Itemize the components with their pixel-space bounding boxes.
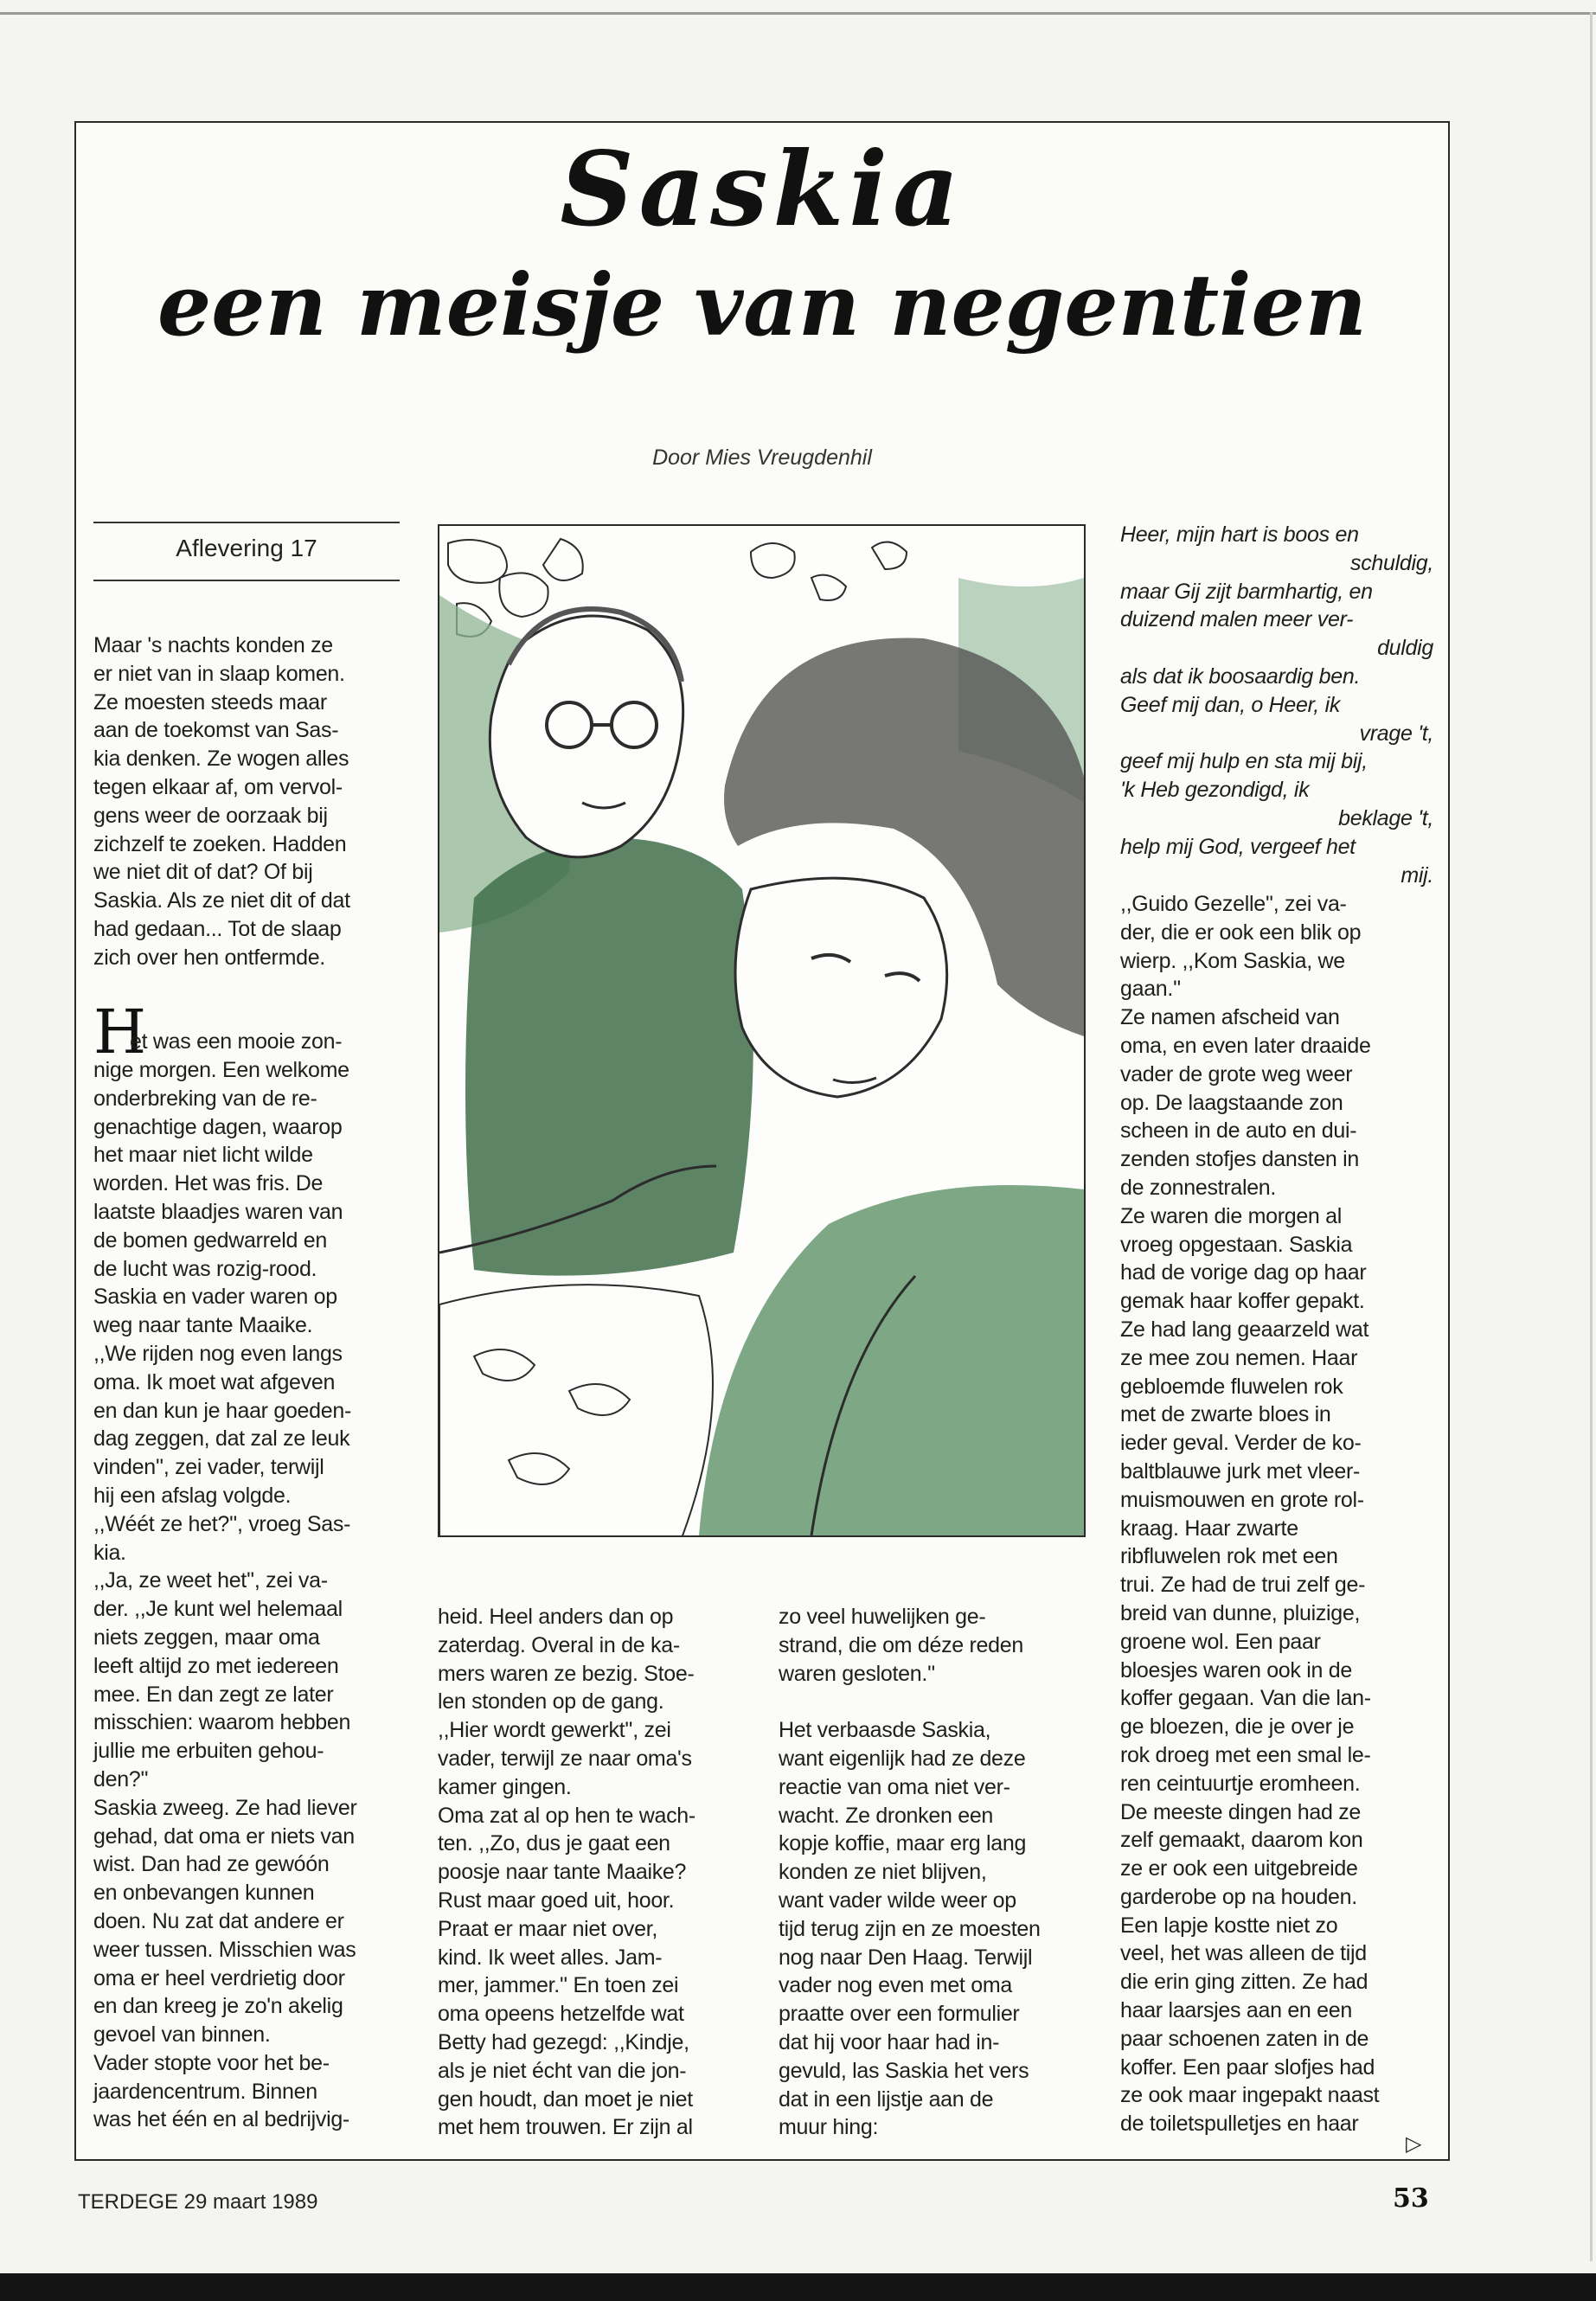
- text-line: ,,Guido Gezelle'', zei va-: [1120, 892, 1347, 916]
- episode-rule-top: [93, 522, 400, 523]
- text-line: geef mij hulp en sta mij bij,: [1120, 749, 1368, 774]
- text-line: genachtige dagen, waarop: [93, 1114, 343, 1139]
- text-line: oma. Ik moet wat afgeven: [93, 1369, 336, 1394]
- text-line: ,,Ja, ze weet het'', zei va-: [93, 1568, 328, 1593]
- text-line: leeft altijd zo met iedereen: [93, 1653, 339, 1678]
- text-line: vrage 't,: [1359, 721, 1433, 746]
- text-line: ze mee zou nemen. Haar: [1120, 1345, 1358, 1370]
- text-line: beklage 't,: [1338, 805, 1433, 830]
- text-line: en dan kreeg je zo'n akelig: [93, 1994, 343, 2019]
- text-line: Heer, mijn hart is boos en: [1120, 522, 1359, 547]
- text-line: kopje koffie, maar erg lang: [779, 1831, 1027, 1856]
- text-line: mij.: [1401, 862, 1433, 888]
- text-line: reactie van oma niet ver-: [779, 1774, 1010, 1799]
- text-line: want eigenlijk had ze deze: [779, 1746, 1026, 1771]
- text-line: worden. Het was fris. De: [93, 1171, 324, 1196]
- text-line: hij een afslag volgde.: [93, 1483, 292, 1508]
- text-line: Ze waren die morgen al: [1120, 1203, 1343, 1228]
- text-line: Saskia zweeg. Ze had liever: [93, 1795, 357, 1820]
- text-line: zichzelf te zoeken. Hadden: [93, 831, 347, 856]
- drop-cap: H: [93, 997, 147, 1067]
- text-line: 'k Heb gezondigd, ik: [1120, 778, 1310, 803]
- text-line: zenden stofjes dansten in: [1120, 1147, 1360, 1172]
- page-edge-right: [1590, 12, 1593, 2261]
- text-line: help mij God, vergeef het: [1120, 834, 1356, 859]
- text-line: garderobe op na houden.: [1120, 1884, 1357, 1909]
- page-edge-top: [0, 12, 1596, 15]
- text-line: gevuld, las Saskia het vers: [779, 2058, 1029, 2083]
- text-line: gen houdt, dan moet je niet: [438, 2086, 693, 2112]
- text-line: zo veel huwelijken ge-: [779, 1605, 986, 1629]
- text-line: gens weer de oorzaak bij: [93, 803, 328, 828]
- text-line: kind. Ik weet alles. Jam-: [438, 1945, 663, 1970]
- text-line: ,,Hier wordt gewerkt'', zei: [438, 1718, 671, 1743]
- text-line: Praat er maar niet over,: [438, 1916, 658, 1941]
- text-line: gebloemde fluwelen rok: [1120, 1374, 1343, 1399]
- text-line: tijd terug zijn en ze moesten: [779, 1916, 1041, 1941]
- text-line: dat hij voor haar had in-: [779, 2029, 1000, 2054]
- text-line: heid. Heel anders dan op: [438, 1605, 674, 1629]
- column-1: [93, 1056, 357, 2134]
- text-line: Ze had lang geaarzeld wat: [1120, 1317, 1369, 1342]
- text-line: koffer. Een paar slofjes had: [1120, 2054, 1375, 2080]
- text-line: gehad, dat oma er niets van: [93, 1823, 355, 1849]
- text-line: met de zwarte bloes in: [1120, 1402, 1331, 1427]
- text-line: gemak haar koffer gepakt.: [1120, 1289, 1365, 1314]
- text-line: Saskia en vader waren op: [93, 1285, 337, 1310]
- text-line: vroeg opgestaan. Saskia: [1120, 1232, 1353, 1257]
- text-line: konden ze niet blijven,: [779, 1860, 987, 1885]
- text-line: muur hing:: [779, 2115, 879, 2140]
- text-line: ,,Wéét ze het?'', vroeg Sas-: [93, 1511, 351, 1536]
- text-line: ieder geval. Verder de ko-: [1120, 1431, 1362, 1456]
- text-line: Saskia. Als ze niet dit of dat: [93, 888, 350, 913]
- text-line: vader nog even met oma: [779, 1973, 1012, 1998]
- text-line: de toiletspulletjes en haar: [1120, 2112, 1359, 2137]
- text-line: poosje naar tante Maaike?: [438, 1860, 687, 1885]
- article-subtitle: een meisje van negentien: [157, 256, 1368, 356]
- text-line: maar Gij zijt barmhartig, en: [1120, 579, 1373, 604]
- column-3: [779, 1603, 1041, 2142]
- episode-label: Aflevering 17: [176, 535, 317, 561]
- text-line: onderbreking van de re-: [93, 1086, 317, 1111]
- text-line: Ze moesten steeds maar: [93, 689, 327, 715]
- text-line: [779, 1688, 1041, 1716]
- text-line: dag zeggen, dat zal ze leuk: [93, 1426, 350, 1452]
- text-line: dat in een lijstje aan de: [779, 2086, 994, 2112]
- text-line: gevoel van binnen.: [93, 2022, 271, 2048]
- text-line: ,,We rijden nog even langs: [93, 1341, 343, 1366]
- text-line: rok droeg met een smal le-: [1120, 1742, 1371, 1767]
- text-line: vinden'', zei vader, terwijl: [93, 1455, 324, 1480]
- text-line: mers waren ze bezig. Stoe-: [438, 1661, 695, 1686]
- text-line: Een lapje kostte niet zo: [1120, 1913, 1338, 1938]
- text-line: Rust maar goed uit, hoor.: [438, 1888, 675, 1913]
- text-line: wierp. ,,Kom Saskia, we: [1120, 948, 1345, 973]
- text-line: niets zeggen, maar oma: [93, 1625, 320, 1650]
- text-line: ten. ,,Zo, dus je gaat een: [438, 1831, 670, 1856]
- text-line: oma, en even later draaide: [1120, 1033, 1371, 1058]
- text-line: groene wol. Een paar: [1120, 1629, 1321, 1654]
- text-line: er niet van in slaap komen.: [93, 661, 345, 686]
- text-line: jaardencentrum. Binnen: [93, 2079, 317, 2104]
- page-edge-bottom: [0, 2273, 1596, 2301]
- text-line: schuldig,: [1350, 550, 1433, 575]
- text-line: haar laarsjes aan en een: [1120, 1998, 1352, 2023]
- text-line: de bomen gedwarreld en: [93, 1227, 327, 1253]
- footer-publication: TERDEGE 29 maart 1989: [78, 2190, 318, 2214]
- text-line: nige morgen. Een welkome: [93, 1058, 349, 1082]
- text-line: trui. Ze had de trui zelf ge-: [1120, 1573, 1366, 1598]
- intro-paragraph: [93, 631, 350, 972]
- text-line: mer, jammer.'' En toen zei: [438, 1973, 679, 1998]
- text-line: strand, die om déze reden: [779, 1632, 1023, 1657]
- page-number: 53: [1393, 2183, 1429, 2214]
- text-line: vader, terwijl ze naar oma's: [438, 1746, 692, 1771]
- text-line: ze ook maar ingepakt naast: [1120, 2083, 1380, 2108]
- text-line: kamer gingen.: [438, 1774, 572, 1799]
- article-title: Saskia: [560, 129, 965, 249]
- text-line: Betty had gezegd: ,,Kindje,: [438, 2029, 689, 2054]
- text-line: nog naar Den Haag. Terwijl: [779, 1945, 1033, 1970]
- text-line: met hem trouwen. Er zijn al: [438, 2115, 693, 2140]
- col1-first-line: [130, 1028, 342, 1056]
- text-line: als je niet écht van die jon-: [438, 2058, 687, 2083]
- text-line: Maar 's nachts konden ze: [93, 633, 333, 657]
- text-line: zaterdag. Overal in de ka-: [438, 1632, 680, 1657]
- text-line: scheen in de auto en dui-: [1120, 1118, 1357, 1144]
- text-line: we niet dit of dat? Of bij: [93, 860, 313, 885]
- text-line: muismouwen en grote rol-: [1120, 1487, 1364, 1512]
- text-line: kia denken. Ze wogen alles: [93, 747, 349, 772]
- text-line: zelf gemaakt, daarom kon: [1120, 1828, 1363, 1853]
- text-line: ren ceintuurtje eromheen.: [1120, 1771, 1361, 1796]
- text-line: Het verbaasde Saskia,: [779, 1718, 991, 1743]
- byline: Door Mies Vreugdenhil: [652, 445, 872, 470]
- text-line: Vader stopte voor het be-: [93, 2050, 330, 2075]
- text-line: len stonden op de gang.: [438, 1689, 664, 1715]
- text-line: vader de grote weg weer: [1120, 1061, 1353, 1086]
- text-line: jullie me erbuiten gehou-: [93, 1739, 324, 1764]
- column-2: [438, 1603, 695, 2142]
- illustration-drawing: [439, 526, 1084, 1535]
- triangle-right-icon: ▷: [1406, 2132, 1422, 2156]
- text-line: baltblauwe jurk met vleer-: [1120, 1458, 1361, 1484]
- text-line: en dan kun je haar goeden-: [93, 1398, 351, 1423]
- text-line: veel, het was alleen de tijd: [1120, 1941, 1367, 1966]
- text-line: die erin ging zitten. Ze had: [1120, 1970, 1368, 1995]
- text-line: duldig: [1377, 636, 1433, 661]
- text-line: op. De laagstaande zon: [1120, 1090, 1343, 1115]
- episode-rule-bottom: [93, 580, 400, 581]
- text-line: en onbevangen kunnen: [93, 1881, 315, 1906]
- text-line: wist. Dan had ze gewóón: [93, 1852, 330, 1877]
- text-line: Ze namen afscheid van: [1120, 1005, 1340, 1030]
- text-line: tegen elkaar af, om vervol-: [93, 774, 343, 799]
- text-line: kraag. Haar zwarte: [1120, 1516, 1298, 1541]
- text-line: oma opeens hetzelfde wat: [438, 2002, 684, 2027]
- text-line: oma er heel verdrietig door: [93, 1965, 345, 1990]
- text-line: doen. Nu zat dat andere er: [93, 1908, 344, 1933]
- text-line: de lucht was rozig-rood.: [93, 1256, 317, 1281]
- text-line: als dat ik boosaardig ben.: [1120, 663, 1361, 689]
- text-line: koffer gegaan. Van die lan-: [1120, 1686, 1371, 1711]
- text-line: Oma zat al op hen te wach-: [438, 1803, 695, 1828]
- text-line: der. ,,Je kunt wel helemaal: [93, 1597, 343, 1622]
- text-line: praatte over een formulier: [779, 2002, 1020, 2027]
- text-line: weg naar tante Maaike.: [93, 1313, 313, 1338]
- text-line: weer tussen. Misschien was: [93, 1937, 356, 1962]
- text-line: misschien: waarom hebben: [93, 1710, 351, 1735]
- text-line: der, die er ook een blik op: [1120, 920, 1362, 945]
- text-line: De meeste dingen had ze: [1120, 1799, 1362, 1824]
- text-line: het maar niet licht wilde: [93, 1143, 313, 1168]
- text-line: et was een mooie zon-: [130, 1029, 343, 1054]
- text-line: duizend malen meer ver-: [1120, 607, 1354, 632]
- text-line: zich over hen ontfermde.: [93, 945, 325, 970]
- column-4: [1120, 890, 1379, 2138]
- text-line: ge bloezen, die je over je: [1120, 1715, 1355, 1740]
- text-line: breid van dunne, pluizige,: [1120, 1600, 1361, 1625]
- text-line: ribfluwelen rok met een: [1120, 1544, 1338, 1569]
- text-line: ze er ook een uitgebreide: [1120, 1856, 1358, 1881]
- text-line: bloesjes waren ook in de: [1120, 1657, 1352, 1682]
- text-line: laatste blaadjes waren van: [93, 1199, 343, 1224]
- text-line: mee. En dan zegt ze later: [93, 1682, 334, 1707]
- text-line: was het één en al bedrijvig-: [93, 2107, 349, 2132]
- text-line: waren gesloten.'': [779, 1661, 935, 1686]
- poem: [1120, 521, 1433, 889]
- illustration: [438, 524, 1086, 1537]
- text-line: kia.: [93, 1540, 126, 1565]
- text-line: had gedaan... Tot de slaap: [93, 916, 342, 941]
- text-line: den?'': [93, 1766, 149, 1791]
- text-line: Geef mij dan, o Heer, ik: [1120, 692, 1341, 717]
- text-line: want vader wilde weer op: [779, 1888, 1016, 1913]
- text-line: had de vorige dag op haar: [1120, 1260, 1367, 1285]
- text-line: gaan.'': [1120, 977, 1182, 1002]
- text-line: wacht. Ze dronken een: [779, 1803, 994, 1828]
- text-line: de zonnestralen.: [1120, 1175, 1277, 1200]
- text-line: paar schoenen zaten in de: [1120, 2026, 1369, 2051]
- text-line: aan de toekomst van Sas-: [93, 718, 339, 743]
